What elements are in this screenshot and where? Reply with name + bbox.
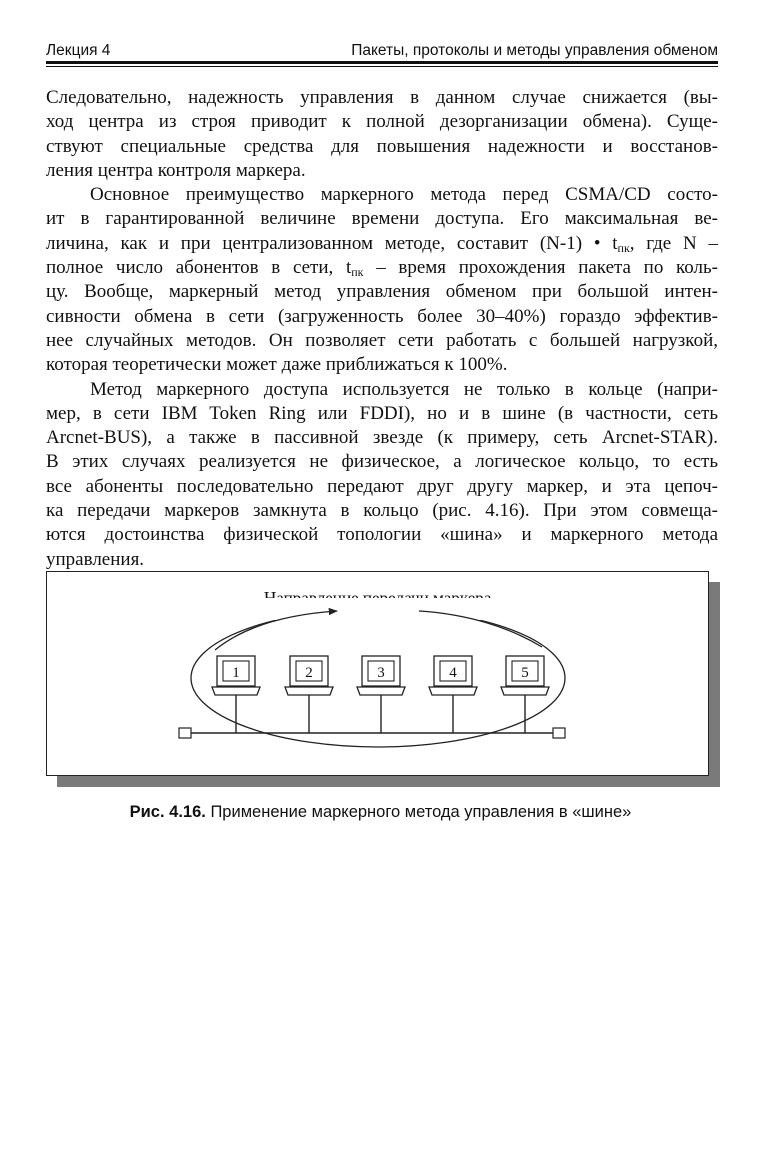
paragraph-2 <box>46 183 718 377</box>
text-line: Arcnet-BUS), а также в пассивной звезде (к примеру, сеть Arcnet-STAR). <box>46 427 718 449</box>
paragraph-1 <box>46 86 718 183</box>
computer-base <box>429 687 477 695</box>
text-line: цу. Вообще, маркерный метод управления обменом при большой интен- <box>46 281 718 303</box>
figure-caption <box>0 803 761 822</box>
text-line <box>46 256 718 280</box>
text-line: Основное преимущество маркерного метода перед CSMA/CD состо- <box>90 184 718 206</box>
caption-text: Применение маркерного метода управления в «шине» <box>205 803 632 821</box>
terminator-left <box>179 728 191 738</box>
text-line: Следовательно, надежность управления в данном случае снижается (вы- <box>46 87 718 108</box>
station-4 <box>429 656 477 733</box>
text-line: все абоненты последовательно передают друг другу маркер, и эта цепоч- <box>46 475 718 497</box>
station-label: 2 <box>305 665 313 681</box>
text-fragment: личина, как и при централизованном методе, составит (N-1) • t <box>46 232 618 254</box>
station-1 <box>212 656 260 733</box>
caption-label: Рис. 4.16. <box>129 803 206 821</box>
text-line: управления. <box>46 548 145 570</box>
text-fragment: полное число абонентов в сети, t <box>46 257 352 279</box>
subscript: пк <box>351 265 364 280</box>
text-line: которая теоретически может даже приближаться к 100%. <box>46 354 508 376</box>
text-line: ит в гарантированной величине времени доступа. Его максимальная ве- <box>46 208 718 230</box>
station-5 <box>501 656 549 733</box>
header-rule-thick <box>46 61 718 64</box>
text-fragment: – время прохождения пакета по коль- <box>363 257 718 279</box>
page-header <box>46 38 718 60</box>
station-2 <box>285 656 333 733</box>
computer-base <box>357 687 405 695</box>
text-line: сивности обмена в сети (загруженность более 30–40%) гораздо эффектив- <box>46 305 718 327</box>
station-label: 1 <box>232 665 240 681</box>
bus-diagram <box>47 572 708 775</box>
station-label: 4 <box>449 665 457 681</box>
paragraph-3 <box>46 378 718 572</box>
header-lecture: Лекция 4 <box>46 42 111 59</box>
body-text <box>46 86 718 572</box>
header-chapter-title: Пакеты, протоколы и методы управления обменом <box>351 42 718 59</box>
stations-group <box>212 656 549 733</box>
text-line: нее случайных методов. Он позволяет сети работать с большей нагрузкой, <box>46 329 718 351</box>
text-line: ления центра контроля маркера. <box>46 159 306 181</box>
figure-4-16 <box>46 571 709 776</box>
text-line: ход центра из строя приводит к полной дезорганизации обмена). Суще- <box>46 111 718 133</box>
terminator-right <box>553 728 565 738</box>
station-label: 5 <box>521 665 529 681</box>
text-line: мер, в сети IBM Token Ring или FDDI), но и в шине (в частности, сеть <box>46 402 718 424</box>
text-line <box>46 232 718 256</box>
text-line: ка передачи маркеров замкнута в кольцо (рис. 4.16). При этом совмеща- <box>46 500 718 522</box>
computer-base <box>285 687 333 695</box>
text-line: Метод маркерного доступа используется не только в кольце (напри- <box>90 378 718 400</box>
station-3 <box>357 656 405 733</box>
subscript: пк <box>617 240 630 255</box>
text-line: В этих случаях реализуется не физическое, а логическое кольцо, то есть <box>46 451 718 473</box>
computer-base <box>501 687 549 695</box>
header-rule-thin <box>46 66 718 67</box>
text-fragment: , где N – <box>629 232 718 254</box>
text-line: ются достоинства физической топологии «шина» и маркерного метода <box>46 524 718 546</box>
station-label: 3 <box>377 665 385 681</box>
computer-base <box>212 687 260 695</box>
text-line: ствуют специальные средства для повышения надежности и восстанов- <box>46 135 718 157</box>
